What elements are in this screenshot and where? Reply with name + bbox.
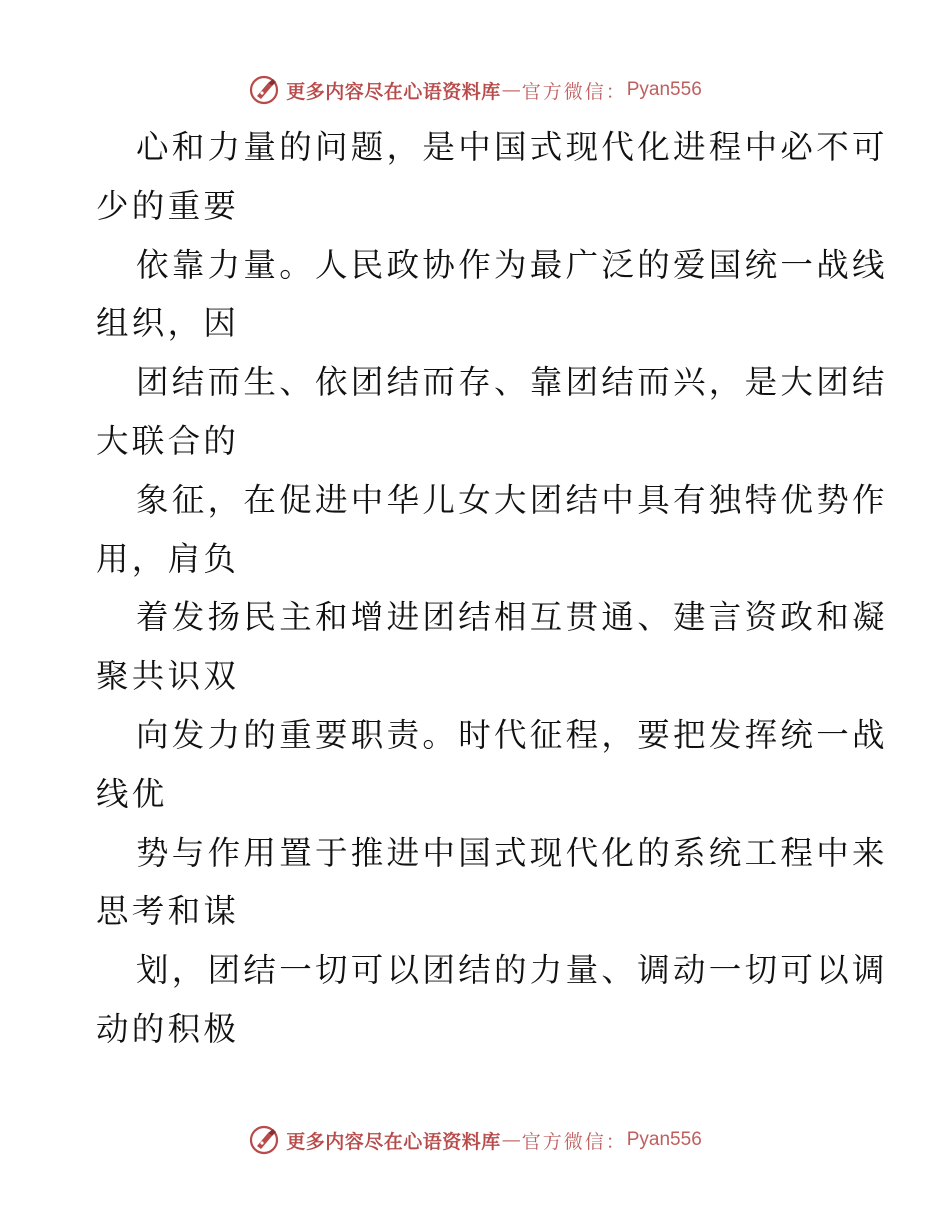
text-line: 少的重要 <box>96 186 240 225</box>
pen-nib-circle-icon <box>248 74 280 106</box>
footer-watermark <box>0 1120 950 1160</box>
text-line: 象征，在促进中华儿女大团结中具有独特优势作 <box>136 480 888 519</box>
text-line: 心和力量的问题，是中国式现代化进程中必不可 <box>136 128 888 166</box>
header-main-text: 更多内容尽在心语资料库 <box>286 80 501 103</box>
text-line: 聚共识双 <box>96 657 240 696</box>
text-line: 着发扬民主和增进团结相互贯通、建言资政和凝 <box>136 598 888 637</box>
header-watermark <box>0 70 950 110</box>
footer-main-text: 更多内容尽在心语资料库 <box>286 1130 501 1153</box>
text-line: 线优 <box>96 774 168 813</box>
header-dash: — <box>501 79 521 101</box>
footer-wechat-id: Pyan556 <box>626 1129 702 1150</box>
text-line: 势与作用置于推进中国式现代化的系统工程中来 <box>136 833 888 872</box>
footer-sub-text: 官方微信： <box>521 1130 627 1153</box>
body-text <box>96 118 888 1059</box>
text-line: 用，肩负 <box>96 539 240 578</box>
text-line: 划，团结一切可以团结的力量、调动一切可以调 <box>136 951 888 990</box>
text-line: 团结而生、依团结而存、靠团结而兴，是大团结 <box>136 363 888 402</box>
text-line: 向发力的重要职责。时代征程，要把发挥统一战 <box>136 715 888 754</box>
text-line: 依靠力量。人民政协作为最广泛的爱国统一战线 <box>136 245 888 284</box>
pen-nib-circle-icon <box>248 1124 280 1156</box>
text-line: 思考和谋 <box>96 892 240 931</box>
footer-dash: — <box>501 1129 521 1151</box>
header-sub-text: 官方微信： <box>521 80 627 103</box>
text-line: 大联合的 <box>96 421 240 460</box>
text-line: 动的积极 <box>96 1009 240 1048</box>
header-wechat-id: Pyan556 <box>626 79 702 100</box>
text-line: 组织，因 <box>96 304 240 343</box>
